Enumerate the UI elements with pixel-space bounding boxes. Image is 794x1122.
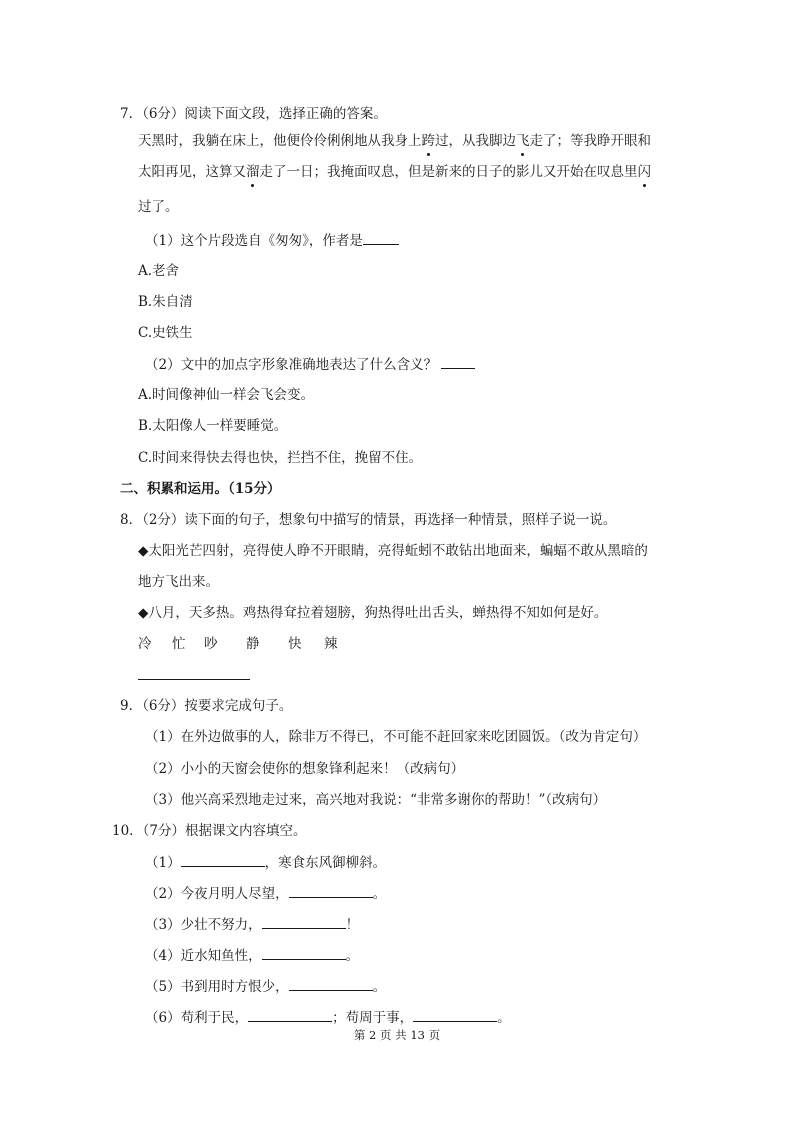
item-text: 。 [372, 886, 387, 902]
q7-sub1-option-a: A.老舍 [138, 263, 180, 279]
answer-blank[interactable] [413, 1007, 497, 1022]
item-text: 。 [372, 979, 387, 995]
word-choice: 快 [288, 636, 302, 652]
item-text: ；苟周于事， [332, 1010, 414, 1026]
q10-title: 10．（7分）根据课文内容填空。 [112, 823, 307, 839]
q7-sub1-stem [145, 230, 399, 251]
q8-example-1-line-1: ◆太阳光芒四射，亮得使人睁不开眼睛，亮得蚯蚓不敢钻出地面来，蝙蝠不敢从黑暗的 [138, 543, 648, 559]
answer-blank[interactable] [181, 852, 265, 867]
q8-example-2: ◆八月，天多热。鸡热得耷拉着翅膀，狗热得吐出舌头，蝉热得不知如何是好。 [138, 605, 608, 621]
item-text: （3）少壮不努力， [145, 917, 262, 933]
q7-passage-line-1 [138, 131, 651, 151]
q7-sub1-option-c: C.史铁生 [138, 325, 193, 341]
q10-item-1 [145, 852, 386, 873]
item-text: （2）今夜月明人尽望， [145, 886, 289, 902]
word-choice: 辣 [324, 636, 338, 652]
answer-blank[interactable] [363, 230, 399, 245]
q9-title: 9．（6分）按要求完成句子。 [120, 698, 293, 714]
q10-item-6 [145, 1007, 511, 1028]
page-number: 第 2 页 共 13 页 [353, 1028, 441, 1042]
q7-sub1-option-b: B.朱自清 [138, 294, 193, 310]
q8-answer-line[interactable] [138, 679, 250, 680]
item-text: （1） [145, 855, 181, 871]
answer-blank[interactable] [262, 945, 346, 960]
answer-blank[interactable] [248, 1007, 332, 1022]
dotted-char: 跨 [421, 133, 435, 149]
dotted-char: 溜 [246, 164, 260, 180]
item-text: 。 [345, 948, 360, 964]
q10-item-2 [145, 883, 386, 904]
item-text: ！ [345, 917, 360, 933]
item-text: （6）苟利于民， [145, 1010, 249, 1026]
q9-item-2: （2）小小的天窗会使你的想象锋利起来！（改病句） [145, 761, 465, 777]
answer-blank[interactable] [441, 354, 475, 369]
item-text: 。 [497, 1010, 511, 1026]
section-heading: 二、积累和运用。（15分） [120, 481, 281, 497]
q7-passage-line-2 [138, 162, 651, 182]
q8-word-choices [138, 634, 338, 654]
q7-title: 7．（6分）阅读下面文段，选择正确的答案。 [120, 106, 387, 122]
stem-text: （2）文中的加点字形象准确地表达了什么含义？ [145, 357, 438, 373]
q7-sub2-option-a: A.时间像神仙一样会飞会变。 [138, 387, 315, 403]
passage-text: 走了；等我睁开眼和 [529, 133, 651, 149]
q7-passage-line-3: 过了。 [138, 199, 179, 215]
q10-item-5 [145, 976, 386, 997]
q7-sub2-stem [145, 354, 475, 375]
passage-text: 走了一日；我掩面叹息，但是新来的日子的影儿又开始在叹息里 [259, 164, 638, 180]
word-choice: 忙 [172, 636, 186, 652]
q9-item-3: （3）他兴高采烈地走过来，高兴地对我说：“非常多谢你的帮助！”（改病句） [145, 792, 607, 808]
answer-blank[interactable] [289, 883, 373, 898]
word-choice: 吵 [204, 636, 218, 652]
q10-item-4 [145, 945, 359, 966]
passage-text: 过，从我脚边 [435, 133, 516, 149]
answer-blank[interactable] [289, 976, 373, 991]
stem-text: （1）这个片段选自《匆匆》，作者是 [145, 233, 363, 249]
word-choice: 冷 [138, 636, 152, 652]
dotted-char: 飞 [516, 133, 530, 149]
word-choice: 静 [246, 636, 260, 652]
passage-text: 天黑时，我躺在床上，他便伶伶俐俐地从我身上 [138, 133, 422, 149]
passage-text: 太阳再见，这算又 [138, 164, 246, 180]
answer-blank[interactable] [262, 914, 346, 929]
dotted-char: 闪 [637, 164, 651, 180]
q9-item-1: （1）在外边做事的人，除非万不得已，不可能不赶回家来吃团圆饭。（改为肯定句） [145, 729, 647, 745]
q8-example-1-line-2: 地方飞出来。 [138, 574, 219, 590]
item-text: （5）书到用时方恨少， [145, 979, 289, 995]
q8-title: 8．（2分）读下面的句子，想象句中描写的情景，再选择一种情景，照样子说一说。 [120, 512, 617, 528]
q7-sub2-option-b: B.太阳像人一样要睡觉。 [138, 418, 288, 434]
item-text: ，寒食东风御柳斜。 [264, 855, 387, 871]
item-text: （4）近水知鱼性， [145, 948, 262, 964]
q7-sub2-option-c: C.时间来得快去得也快，拦挡不住，挽留不住。 [138, 450, 423, 466]
q10-item-3 [145, 914, 359, 935]
